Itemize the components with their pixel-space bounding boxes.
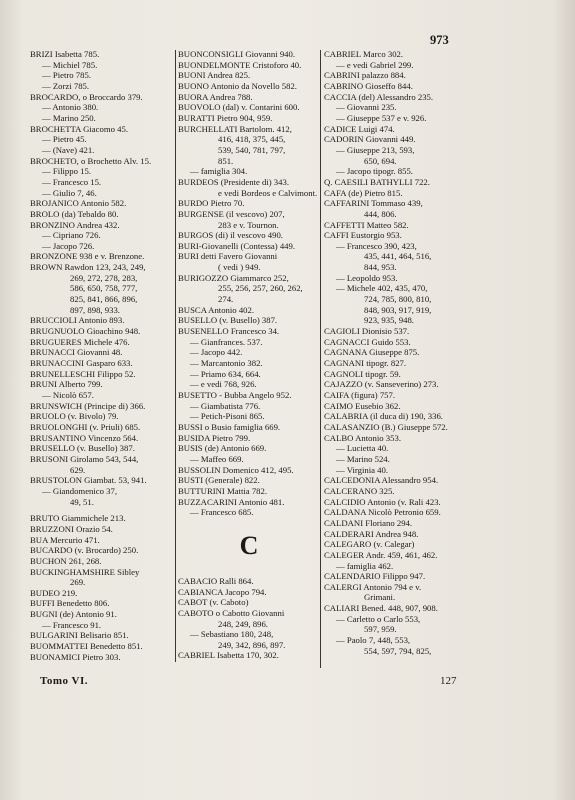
index-entry: BULGARINI Belisario 851.: [30, 630, 129, 641]
index-entry: — Petich-Pisoni 865.: [190, 411, 265, 422]
index-entry: BUSETTO - Bubba Angelo 952.: [178, 390, 292, 400]
index-column-3: [324, 49, 467, 656]
index-entry: CABRIEL Isabetta 170, 302.: [178, 650, 279, 661]
index-entry: 416, 418, 375, 445,: [218, 134, 286, 145]
index-entry: 851.: [218, 155, 234, 166]
index-entry: — Paolo 7, 448, 553,: [336, 635, 411, 646]
index-entry: BUONAMICI Pietro 303.: [30, 651, 121, 662]
index-entry: CAIFA (figura) 757.: [324, 390, 396, 400]
index-entry: — Giovanni 235.: [336, 102, 397, 113]
index-entry: Grimani.: [364, 592, 396, 603]
index-entry: BUONDELMONTE Cristoforo 40.: [178, 59, 302, 70]
index-entry: 650, 694.: [364, 155, 397, 166]
index-entry: BUSIS (de) Antonio 669.: [178, 443, 267, 454]
index-entry: — Nicolò 657.: [42, 390, 94, 400]
index-entry: BUSSOLIN Domenico 412, 495.: [178, 464, 294, 475]
index-entry: BUORA Andrea 788.: [178, 91, 253, 102]
index-entry: 248, 249, 896.: [218, 618, 268, 629]
index-entry: 597, 959.: [364, 624, 397, 635]
index-column-2: [178, 49, 320, 661]
index-entry: BUCARDO (v. Brocardo) 250.: [30, 545, 139, 556]
index-entry: — Marino 250.: [42, 112, 96, 123]
index-entry: — Zorzi 785.: [42, 80, 90, 91]
index-entry: CALENDARIO Filippo 947.: [324, 571, 426, 582]
index-entry: CABIANCA Jacopo 794.: [178, 586, 267, 597]
index-entry: BRUTO Giammichele 213.: [30, 513, 126, 524]
index-entry: BUGNI (de) Antonio 91.: [30, 609, 117, 620]
index-entry: 539, 540, 781, 797,: [218, 144, 286, 155]
index-entry: CALCERANO 325.: [324, 485, 395, 496]
index-entry: 844, 953.: [364, 262, 397, 273]
index-entry: 283 e v. Tournon.: [218, 219, 279, 230]
index-entry: BUOVOLO (dal) v. Contarini 600.: [178, 102, 300, 113]
index-entry: BURI detti Favero Giovanni: [178, 251, 278, 262]
index-entry: BRUCCIOLI Antonio 893.: [30, 315, 125, 326]
index-entry: BROCHETO, o Brochetto Alv. 15.: [30, 155, 152, 166]
column-rule-left: [175, 50, 176, 662]
index-entry: BUTTURINI Mattia 782.: [178, 485, 268, 496]
index-entry: CALBO Antonio 353.: [324, 432, 401, 443]
index-entry: — Francesco 15.: [42, 176, 102, 187]
index-entry: — famiglia 462.: [336, 560, 394, 571]
index-entry: 274.: [218, 294, 234, 305]
index-entry: CAGIOLI Dionisio 537.: [324, 326, 410, 337]
section-letter: C: [239, 530, 259, 560]
index-entry: Q. CAESILI BATHYLLI 722.: [324, 176, 430, 187]
index-entry: BUONI Andrea 825.: [178, 70, 251, 81]
index-entry: BRUNELLESCHI Filippo 52.: [30, 368, 136, 379]
index-entry: CAFA (de) Pietro 815.: [324, 187, 403, 198]
index-entry: BUSSI o Busio famiglia 669.: [178, 421, 281, 432]
index-entry: — Michele 402, 435, 470,: [336, 283, 428, 294]
index-entry: CALEGARO (v. Calegar): [324, 539, 415, 550]
index-entry: BRUNI Alberto 799.: [30, 379, 103, 390]
index-entry: 629.: [70, 464, 86, 475]
index-entry: CAGNOLI tipogr. 59.: [324, 368, 401, 379]
index-entry: BUSTI (Generale) 822.: [178, 475, 260, 486]
index-entry: CALIARI Bened. 448, 907, 908.: [324, 603, 438, 614]
index-entry: CACCIA (del) Alessandro 235.: [324, 91, 434, 102]
index-entry: CALCEDONIA Alessandro 954.: [324, 475, 439, 486]
index-entry: BURGOS (di) il vescovo 490.: [178, 230, 283, 241]
index-entry: BROLO (da) Tebaldo 80.: [30, 208, 119, 219]
index-entry: BRUOLONGHI (v. Priuli) 685.: [30, 421, 141, 432]
index-entry: CAIMO Eusebio 362.: [324, 400, 401, 411]
index-entry: CAFFARINI Tommaso 439,: [324, 198, 423, 209]
index-entry: — Leopoldo 953.: [336, 272, 398, 283]
index-entry: CABRINO Gioseffo 844.: [324, 80, 413, 91]
index-entry: BRUOLO (v. Bivolo) 79.: [30, 411, 119, 422]
index-entry: BRONZINO Andrea 432.: [30, 219, 120, 230]
index-entry: — Gianfrances. 537.: [190, 336, 263, 347]
index-entry: — e vedi Gabriel 299.: [336, 59, 414, 70]
index-entry: 49, 51.: [70, 496, 94, 507]
index-entry: CALDANI Floriano 294.: [324, 517, 413, 528]
index-entry: BUSCA Antonio 402.: [178, 304, 255, 315]
index-entry: BURI-Giovanelli (Contessa) 449.: [178, 240, 296, 251]
column-rule-right: [320, 50, 321, 668]
index-entry: BUZZACARINI Antonio 481.: [178, 496, 285, 507]
index-entry: BURIGOZZO Giammarco 252,: [178, 272, 289, 283]
index-entry: — Michiel 785.: [42, 59, 98, 70]
index-entry: BUONCONSIGLI Giovanni 940.: [178, 49, 296, 59]
index-entry: CAFFETTI Matteo 582.: [324, 219, 409, 230]
index-entry: — e vedi 768, 926.: [190, 379, 257, 390]
index-entry: 269, 272, 278, 283,: [70, 272, 138, 283]
index-entry: BUSIDA Pietro 799.: [178, 432, 251, 443]
index-entry: 249, 342, 896, 897.: [218, 639, 286, 650]
index-entry: — Pietro 785.: [42, 70, 91, 81]
index-entry: CAJAZZO (v. Sanseverino) 273.: [324, 379, 439, 390]
index-entry: — Giuseppe 213, 593,: [336, 144, 415, 155]
index-entry: — Francesco 685.: [190, 507, 254, 518]
index-entry: CADORIN Giovanni 449.: [324, 134, 416, 145]
index-entry: — Jacopo 726.: [42, 240, 95, 251]
index-entry: CALCIDIO Antonio (v. Rali 423.: [324, 496, 441, 507]
index-entry: 255, 256, 257, 260, 262,: [218, 283, 303, 294]
index-entry: — Maffeo 669.: [190, 453, 244, 464]
index-entry: BUOMMATTEI Benedetto 851.: [30, 641, 143, 652]
index-entry: CALDANA Nicolò Petronio 659.: [324, 507, 441, 518]
index-entry: BRUSTOLON Giambat. 53, 941.: [30, 475, 147, 486]
index-entry: BURATTI Pietro 904, 959.: [178, 112, 273, 123]
index-entry: — famiglia 304.: [190, 166, 248, 177]
index-entry: 444, 806.: [364, 208, 397, 219]
index-entry: CABOTO o Cabotto Giovanni: [178, 607, 285, 618]
volume-signature: Tomo VI.: [40, 675, 89, 687]
index-entry: 897, 898, 933.: [70, 304, 120, 315]
index-entry: CALABRIA (il duca di) 190, 336.: [324, 411, 443, 422]
index-entry: — Antonio 380.: [42, 102, 99, 113]
index-entry: BUSENELLO Francesco 34.: [178, 326, 280, 337]
index-entry: BURGENSE (il vescovo) 207,: [178, 208, 285, 219]
index-entry: — Pietro 45.: [42, 134, 87, 145]
index-entry: 269.: [70, 577, 86, 588]
index-entry: — Virginia 40.: [336, 464, 389, 475]
index-entry: CAGNANI tipogr. 827.: [324, 358, 407, 369]
index-entry: 586, 650, 758, 777,: [70, 283, 138, 294]
index-entry: CALASANZIO (B.) Giuseppe 572.: [324, 421, 448, 432]
index-entry: BUSELLO (v. Busello) 387.: [178, 315, 278, 326]
index-entry: CAFFI Eustorgio 953.: [324, 230, 402, 241]
index-entry: CAGNACCI Guido 553.: [324, 336, 411, 347]
index-entry: BRUGNUOLO Gioachino 948.: [30, 326, 141, 337]
index-entry: — Giulio 7, 46.: [42, 187, 97, 198]
index-entry: 825, 841, 866, 896,: [70, 294, 138, 305]
index-entry: — Carletto o Carlo 553,: [336, 613, 421, 624]
index-entry: 848, 903, 917, 919,: [364, 304, 432, 315]
index-entry: CABRIEL Marco 302.: [324, 49, 404, 59]
index-entry: CALERGI Antonio 794 e v.: [324, 581, 422, 592]
index-entry: BUCHON 261, 268.: [30, 555, 102, 566]
page-number: 973: [430, 33, 449, 47]
index-entry: BRUGUERES Michele 476.: [30, 336, 130, 347]
index-entry: — Marino 524.: [336, 453, 390, 464]
index-entry: BUCKINGHAMSHIRE Sibley: [30, 566, 140, 577]
index-entry: BURCHELLATI Bartolom. 412,: [178, 123, 292, 134]
index-entry: BUA Mercurio 471.: [30, 534, 100, 545]
index-entry: CADICE Luigi 474.: [324, 123, 395, 134]
index-entry: BRUSANTINO Vincenzo 564.: [30, 432, 139, 443]
index-entry: 554, 597, 794, 825,: [364, 645, 432, 656]
index-entry: BROCARDO, o Broccardo 379.: [30, 91, 143, 102]
index-entry: 435, 441, 464, 516,: [364, 251, 432, 262]
index-entry: BUONO Antonio da Novello 582.: [178, 80, 297, 91]
index-entry: CABACIO Ralli 864.: [178, 575, 254, 586]
index-entry: BUDEO 219.: [30, 587, 78, 598]
index-entry: BRUZZONI Orazio 54.: [30, 523, 113, 534]
index-entry: BRUSONI Girolamo 543, 544,: [30, 453, 139, 464]
index-entry: — Jacopo tipogr. 855.: [336, 166, 413, 177]
index-entry: BRUNACCI Giovanni 48.: [30, 347, 123, 358]
index-entry: 724, 785, 800, 810,: [364, 294, 432, 305]
index-entry: CALDERARI Andrea 948.: [324, 528, 419, 539]
index-entry: e vedi Bordeos e Calvimont.: [218, 187, 318, 198]
index-entry: BRONZONE 938 e v. Brenzone.: [30, 251, 145, 262]
index-entry: ( vedi ) 949.: [218, 262, 261, 273]
index-entry: — (Nave) 421.: [42, 144, 95, 155]
index-entry: — Francesco 91.: [42, 619, 102, 630]
index-entry: CABOT (v. Caboto): [178, 597, 249, 608]
index-entry: — Marcantonio 382.: [190, 358, 263, 369]
index-entry: BROCHETTA Giacomo 45.: [30, 123, 128, 134]
index-entry: — Jacopo 442.: [190, 347, 243, 358]
index-entry: BRUNACCINI Gasparo 633.: [30, 358, 133, 369]
signature-number: 127: [440, 675, 457, 687]
index-entry: 923, 935, 948.: [364, 315, 414, 326]
index-entry: CAGNANA Giuseppe 875.: [324, 347, 420, 358]
index-entry: — Sebastiano 180, 248,: [190, 629, 274, 640]
index-entry: — Filippo 15.: [42, 166, 91, 177]
index-entry: BRUNSWICH (Principe di) 366.: [30, 400, 146, 411]
index-entry: — Giambatista 776.: [190, 400, 261, 411]
index-entry: BRIZI Isabetta 785.: [30, 49, 100, 59]
index-entry: BROJANICO Antonio 582.: [30, 198, 127, 209]
index-entry: BURDEOS (Presidente di) 343.: [178, 176, 289, 187]
index-entry: BROWN Rawdon 123, 243, 249,: [30, 262, 146, 273]
index-entry: — Giandomenico 37,: [42, 485, 118, 496]
index-entry: — Francesco 390, 423,: [336, 240, 417, 251]
index-entry: BRUSELLO (v. Busello) 387.: [30, 443, 135, 454]
index-entry: — Priamo 634, 664.: [190, 368, 261, 379]
index-entry: — Lucietta 40.: [336, 443, 389, 454]
index-entry: — Cipriano 726.: [42, 230, 101, 241]
index-column-1: [30, 49, 172, 662]
index-entry: — Giuseppe 537 e v. 926.: [336, 112, 427, 123]
index-entry: BUFFI Benedetto 806.: [30, 598, 110, 609]
index-entry: CABRINI palazzo 884.: [324, 70, 406, 81]
index-entry: CALEGER Andr. 459, 461, 462.: [324, 549, 438, 560]
index-entry: BURDO Pietro 70.: [178, 198, 245, 209]
